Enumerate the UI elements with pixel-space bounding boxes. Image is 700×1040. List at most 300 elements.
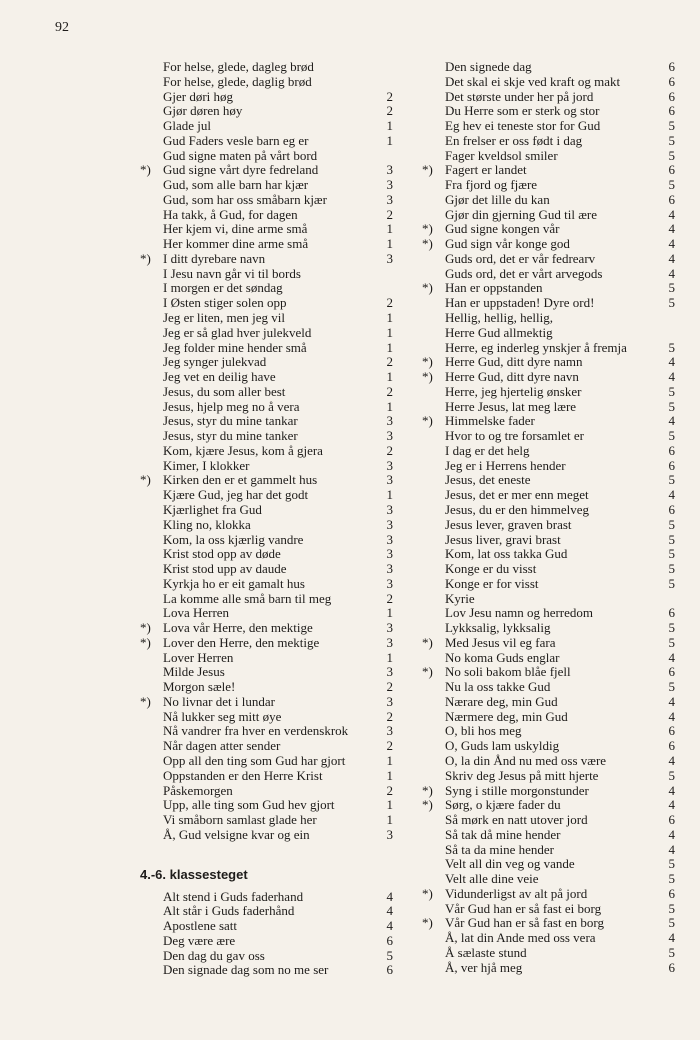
- index-entry: [422, 163, 680, 178]
- index-entry: [140, 281, 398, 296]
- index-entry: [422, 828, 680, 843]
- index-entry: [422, 946, 680, 961]
- grade-number: 3: [386, 620, 393, 636]
- grade-number: 6: [386, 962, 393, 978]
- song-title: Jesus lever, graven brast: [445, 516, 572, 532]
- grade-number: 4: [668, 649, 675, 665]
- grade-number: 6: [668, 73, 675, 89]
- song-title: Upp, alle ting som Gud hev gjort: [163, 797, 335, 813]
- index-entry: [422, 75, 680, 90]
- song-title: Syng i stille morgonstunder: [445, 782, 589, 798]
- grade-number: 6: [668, 442, 675, 458]
- grade-number: 5: [668, 383, 675, 399]
- song-title: Milde Jesus: [163, 664, 225, 680]
- footnote-asterisk: *): [140, 162, 151, 178]
- grade-number: 3: [386, 162, 393, 178]
- song-title: Jesus, styr du mine tankar: [163, 413, 298, 429]
- grade-number: 3: [386, 191, 393, 207]
- index-entry: [140, 90, 398, 105]
- song-title: Lov Jesu namn og herredom: [445, 605, 594, 621]
- index-entry: [422, 592, 680, 607]
- grade-number: 4: [668, 206, 675, 222]
- index-entry: [140, 119, 398, 134]
- song-title: Hellig, hellig, hellig,: [445, 310, 553, 326]
- index-entry: [140, 680, 398, 695]
- index-entry: [422, 488, 680, 503]
- grade-number: 5: [668, 132, 675, 148]
- grade-number: 2: [386, 708, 393, 724]
- index-entry: [422, 355, 680, 370]
- footnote-asterisk: *): [140, 472, 151, 488]
- song-title: Jeg er så glad hver julekveld: [163, 324, 312, 340]
- index-entry: [422, 444, 680, 459]
- song-title: Himmelske fader: [445, 413, 535, 429]
- song-title: Gjør det lille du kan: [445, 191, 550, 207]
- grade-number: 4: [668, 826, 675, 842]
- grade-number: 2: [386, 590, 393, 606]
- index-entry: [422, 222, 680, 237]
- song-title: No livnar det i lundar: [163, 693, 275, 709]
- song-title: Lover den Herre, den mektige: [163, 634, 320, 650]
- song-title: Å sælaste stund: [445, 944, 527, 960]
- grade-number: 4: [668, 782, 675, 798]
- grade-number: 2: [386, 442, 393, 458]
- grade-number: 4: [668, 752, 675, 768]
- grade-number: 4: [668, 250, 675, 266]
- grade-number: 6: [668, 501, 675, 517]
- song-title: For helse, glede, dagleg brød: [163, 59, 314, 74]
- index-entry: [140, 636, 398, 651]
- song-title: Så mørk en natt utover jord: [445, 812, 588, 828]
- song-title: Hvor to og tre forsamlet er: [445, 428, 584, 444]
- index-entry: [140, 473, 398, 488]
- grade-number: 6: [668, 191, 675, 207]
- grade-number: 5: [668, 118, 675, 134]
- index-entry: [422, 710, 680, 725]
- index-entry: [140, 890, 398, 905]
- song-title: Jesus, styr du mine tanker: [163, 428, 298, 444]
- song-title: Han er oppstanden: [445, 280, 543, 296]
- index-entry: [422, 281, 680, 296]
- grade-number: 1: [386, 752, 393, 768]
- grade-number: 4: [668, 413, 675, 429]
- index-entry: [140, 919, 398, 934]
- index-entry: [140, 695, 398, 710]
- index-entry: [140, 828, 398, 843]
- grade-number: 6: [668, 457, 675, 473]
- index-entry: [422, 665, 680, 680]
- index-entry: [422, 961, 680, 976]
- song-title: Så tak då mine hender: [445, 826, 561, 842]
- song-title: Herre Jesus, lat meg lære: [445, 398, 577, 414]
- index-entry: [422, 843, 680, 858]
- index-entry: [422, 267, 680, 282]
- song-title: Nærare deg, min Gud: [445, 693, 558, 709]
- grade-number: 5: [668, 915, 675, 931]
- song-title: Kling no, klokka: [163, 516, 251, 532]
- index-entry: [422, 385, 680, 400]
- footnote-asterisk: *): [422, 797, 433, 813]
- grade-number: 1: [386, 236, 393, 252]
- index-entry: [422, 178, 680, 193]
- song-title: En frelser er oss født i dag: [445, 132, 583, 148]
- index-entry: [422, 414, 680, 429]
- grade-number: 2: [386, 206, 393, 222]
- index-entry: [422, 518, 680, 533]
- grade-number: 6: [668, 812, 675, 828]
- grade-number: 2: [386, 354, 393, 370]
- footnote-asterisk: *): [140, 250, 151, 266]
- song-title: Jesus, det eneste: [445, 472, 531, 488]
- grade-number: 5: [668, 561, 675, 577]
- right-column: [422, 60, 680, 975]
- grade-number: 1: [386, 369, 393, 385]
- song-title: Å, Gud velsigne kvar og ein: [163, 826, 310, 842]
- song-title: O, Guds lam uskyldig: [445, 738, 560, 754]
- grade-number: 3: [386, 250, 393, 266]
- index-entry: [422, 739, 680, 754]
- grade-number: 5: [668, 856, 675, 872]
- song-title: Velt alle dine veie: [445, 871, 539, 887]
- grade-number: 4: [668, 354, 675, 370]
- index-entry: [422, 916, 680, 931]
- grade-number: 1: [386, 797, 393, 813]
- grade-number: 5: [668, 679, 675, 695]
- index-entry: [140, 75, 398, 90]
- grade-number: 6: [668, 605, 675, 621]
- index-entry: [140, 60, 398, 75]
- song-title: Lykksalig, lykksalig: [445, 620, 551, 636]
- song-title: Alt stend i Guds faderhand: [163, 888, 304, 904]
- grade-number: 3: [386, 693, 393, 709]
- grade-number: 3: [386, 664, 393, 680]
- index-entry: [422, 724, 680, 739]
- grade-number: 6: [386, 932, 393, 948]
- song-title: Ha takk, å Gud, for dagen: [163, 206, 298, 222]
- grade-number: 2: [386, 782, 393, 798]
- song-title: Jeg er i Herrens hender: [445, 457, 566, 473]
- song-title: Sørg, o kjære fader du: [445, 797, 561, 813]
- index-entry: [422, 341, 680, 356]
- index-entry: [140, 134, 398, 149]
- index-entry: [140, 370, 398, 385]
- song-title: Jeg folder mine hender små: [163, 339, 307, 355]
- grade-number: 4: [668, 841, 675, 857]
- index-entry: [422, 547, 680, 562]
- song-title: Herre Gud, ditt dyre namn: [445, 354, 583, 370]
- left-column: [140, 60, 398, 978]
- index-entry: [422, 577, 680, 592]
- grade-number: 1: [386, 649, 393, 665]
- song-title: Vi småborn samlast glade her: [163, 812, 317, 828]
- song-title: Gjer døri høg: [163, 88, 234, 104]
- grade-number: 4: [668, 797, 675, 813]
- grade-number: 3: [386, 428, 393, 444]
- grade-number: 1: [386, 605, 393, 621]
- index-entry: [140, 518, 398, 533]
- index-entry: [422, 296, 680, 311]
- song-title: Lover Herren: [163, 649, 234, 665]
- index-entry: [140, 341, 398, 356]
- song-title: Vidunderligst av alt på jord: [445, 885, 588, 901]
- song-title: Kimer, I klokker: [163, 457, 250, 473]
- song-title: Gud Faders vesle barn eg er: [163, 132, 309, 148]
- song-title: I morgen er det søndag: [163, 280, 283, 296]
- index-entry: [140, 237, 398, 252]
- song-title: Når dagen atter sender: [163, 738, 281, 754]
- index-entry: [422, 651, 680, 666]
- grade-number: 4: [386, 888, 393, 904]
- index-entry: [140, 222, 398, 237]
- song-title: Krist stod opp av døde: [163, 546, 281, 562]
- grade-number: 1: [386, 398, 393, 414]
- grade-number: 6: [668, 723, 675, 739]
- index-entry: [422, 473, 680, 488]
- index-entry: [140, 311, 398, 326]
- grade-number: 5: [668, 339, 675, 355]
- song-title: Så ta da mine hender: [445, 841, 555, 857]
- grade-number: 5: [668, 147, 675, 163]
- index-entry: [140, 163, 398, 178]
- song-title: Den dag du gav oss: [163, 947, 265, 963]
- index-entry: [140, 934, 398, 949]
- grade-number: 3: [386, 177, 393, 193]
- song-title: Jesus liver, gravi brast: [445, 531, 561, 547]
- footnote-asterisk: *): [422, 369, 433, 385]
- footnote-asterisk: *): [422, 236, 433, 252]
- song-title: Her kommer dine arme små: [163, 236, 309, 252]
- index-entry: [140, 784, 398, 799]
- footnote-asterisk: *): [422, 915, 433, 931]
- index-entry: [422, 769, 680, 784]
- grade-number: 2: [386, 679, 393, 695]
- index-entry: [422, 813, 680, 828]
- song-title: Kirken den er et gammelt hus: [163, 472, 318, 488]
- song-list-grades-4-6: [140, 890, 398, 979]
- song-title: Glade jul: [163, 118, 212, 134]
- grade-number: 4: [386, 918, 393, 934]
- index-entry: [140, 444, 398, 459]
- index-entry: [140, 547, 398, 562]
- footnote-asterisk: *): [422, 664, 433, 680]
- index-entry: [422, 636, 680, 651]
- grade-number: 2: [386, 383, 393, 399]
- index-entry: [140, 267, 398, 282]
- grade-number: 6: [668, 88, 675, 104]
- song-title: Guds ord, det er vår fedrearv: [445, 250, 596, 266]
- index-entry: [422, 104, 680, 119]
- index-entry: [140, 355, 398, 370]
- index-entry: [140, 459, 398, 474]
- song-title: I Østen stiger solen opp: [163, 295, 287, 311]
- page-number: 92: [55, 20, 69, 35]
- song-title: Gjør døren høy: [163, 103, 243, 119]
- song-title: Jeg vet en deilig have: [163, 369, 276, 385]
- grade-number: 3: [386, 472, 393, 488]
- index-entry: [422, 562, 680, 577]
- index-entry: [140, 149, 398, 164]
- grade-number: 4: [668, 369, 675, 385]
- index-entry: [140, 739, 398, 754]
- song-title: Guds ord, det er vårt arvegods: [445, 265, 603, 281]
- song-title: Nu la oss takke Gud: [445, 679, 551, 695]
- song-title: Fagert er landet: [445, 162, 527, 178]
- song-title: For helse, glede, daglig brød: [163, 73, 312, 89]
- song-title: Herre, eg inderleg ynskjer å fremja: [445, 339, 627, 355]
- song-title: Kyrkja ho er eit gamalt hus: [163, 575, 305, 591]
- grade-number: 3: [386, 531, 393, 547]
- footnote-asterisk: *): [422, 634, 433, 650]
- song-title: Jesus, du er den himmelveg: [445, 501, 590, 517]
- index-entry: [140, 326, 398, 341]
- song-title: Lova vår Herre, den mektige: [163, 620, 313, 636]
- index-entry: [140, 208, 398, 223]
- song-title: O, bli hos meg: [445, 723, 522, 739]
- song-title: Den signade dag som no me ser: [163, 962, 329, 978]
- song-title: Krist stod upp av daude: [163, 561, 287, 577]
- grade-number: 4: [668, 221, 675, 237]
- grade-number: 6: [668, 738, 675, 754]
- song-title: Gud signe vårt dyre fedreland: [163, 162, 319, 178]
- index-entry: [140, 193, 398, 208]
- grade-number: 5: [668, 428, 675, 444]
- index-entry: [422, 798, 680, 813]
- index-entry: [422, 370, 680, 385]
- index-entry: [140, 488, 398, 503]
- grade-number: 5: [386, 947, 393, 963]
- index-entry: [140, 621, 398, 636]
- index-entry: [422, 503, 680, 518]
- song-title: Vår Gud han er så fast ei borg: [445, 900, 602, 916]
- song-title: Med Jesus vil eg fara: [445, 634, 556, 650]
- song-title: Du Herre som er sterk og stor: [445, 103, 600, 119]
- song-title: Gud sign vår konge god: [445, 236, 570, 252]
- grade-number: 3: [386, 826, 393, 842]
- song-title: Jeg synger julekvad: [163, 354, 267, 370]
- index-entry: [140, 592, 398, 607]
- grade-number: 1: [386, 812, 393, 828]
- index-entry: [422, 887, 680, 902]
- grade-number: 3: [386, 575, 393, 591]
- song-list-continued: [422, 60, 680, 975]
- song-title: Velt all din veg og vande: [445, 856, 575, 872]
- song-title: Konge er du visst: [445, 561, 537, 577]
- grade-number: 5: [668, 620, 675, 636]
- song-title: Morgon sæle!: [163, 679, 236, 695]
- index-entry: [140, 665, 398, 680]
- song-title: Den signede dag: [445, 59, 532, 74]
- grade-number: 1: [386, 132, 393, 148]
- index-entry: [422, 326, 680, 341]
- song-title: Deg være ære: [163, 932, 236, 948]
- grade-number: 6: [668, 59, 675, 74]
- grade-number: 4: [668, 487, 675, 503]
- index-entry: [140, 414, 398, 429]
- grade-number: 1: [386, 324, 393, 340]
- grade-number: 6: [668, 664, 675, 680]
- song-title: Konge er for visst: [445, 575, 539, 591]
- song-title: No koma Guds englar: [445, 649, 560, 665]
- grade-number: 1: [386, 221, 393, 237]
- grade-number: 5: [668, 177, 675, 193]
- song-title: Oppstanden er den Herre Krist: [163, 767, 323, 783]
- grade-number: 3: [386, 634, 393, 650]
- grade-number: 5: [668, 295, 675, 311]
- grade-number: 3: [386, 516, 393, 532]
- song-title: Kyrie: [445, 590, 475, 606]
- index-entry: [422, 429, 680, 444]
- grade-number: 1: [386, 310, 393, 326]
- song-title: La komme alle små barn til meg: [163, 590, 332, 606]
- song-title: Kom, kjære Jesus, kom å gjera: [163, 442, 323, 458]
- song-title: Vår Gud han er så fast en borg: [445, 915, 604, 931]
- grade-number: 5: [668, 472, 675, 488]
- grade-number: 6: [668, 959, 675, 975]
- grade-number: 4: [668, 708, 675, 724]
- grade-number: 4: [668, 693, 675, 709]
- song-title: Jeg er liten, men jeg vil: [163, 310, 286, 326]
- index-entry: [140, 651, 398, 666]
- song-title: Jesus, hjelp meg no å vera: [163, 398, 300, 414]
- song-title: I ditt dyrebare navn: [163, 250, 266, 266]
- song-title: Opp all den ting som Gud har gjort: [163, 752, 346, 768]
- grade-number: 5: [668, 398, 675, 414]
- index-entry: [140, 606, 398, 621]
- song-title: Skriv deg Jesus på mitt hjerte: [445, 767, 599, 783]
- index-entry: [422, 872, 680, 887]
- index-entry: [422, 533, 680, 548]
- index-entry: [140, 296, 398, 311]
- index-entry: [422, 134, 680, 149]
- song-title: Herre Gud allmektig: [445, 324, 553, 340]
- song-title: O, la din Ånd nu med oss være: [445, 752, 607, 768]
- footnote-asterisk: *): [140, 693, 151, 709]
- grade-number: 3: [386, 501, 393, 517]
- grade-number: 4: [386, 903, 393, 919]
- song-title: Herre, jeg hjertelig ønsker: [445, 383, 582, 399]
- grade-number: 3: [386, 561, 393, 577]
- song-title: Jesus, du som aller best: [163, 383, 286, 399]
- song-title: Fager kveldsol smiler: [445, 147, 558, 163]
- index-entry: [422, 931, 680, 946]
- footnote-asterisk: *): [140, 634, 151, 650]
- grade-number: 4: [668, 265, 675, 281]
- index-entry: [140, 769, 398, 784]
- grade-number: 5: [668, 531, 675, 547]
- song-title: Fra fjord og fjære: [445, 177, 538, 193]
- index-entry: [140, 252, 398, 267]
- grade-number: 5: [668, 871, 675, 887]
- song-title: Jesus, det er mer enn meget: [445, 487, 589, 503]
- index-entry: [422, 60, 680, 75]
- song-title: Gud, som har oss småbarn kjær: [163, 191, 327, 207]
- song-title: Apostlene satt: [163, 918, 238, 934]
- index-entry: [140, 710, 398, 725]
- grade-number: 5: [668, 767, 675, 783]
- song-title: Gud signe maten på vårt bord: [163, 147, 318, 163]
- footnote-asterisk: *): [422, 162, 433, 178]
- song-title: I Jesu navn går vi til bords: [163, 265, 301, 281]
- song-title: Gud signe kongen vår: [445, 221, 560, 237]
- grade-number: 2: [386, 88, 393, 104]
- index-entry: [140, 949, 398, 964]
- footnote-asterisk: *): [422, 885, 433, 901]
- index-entry: [140, 724, 398, 739]
- index-entry: [140, 533, 398, 548]
- song-title: Kom, la oss kjærlig vandre: [163, 531, 304, 547]
- grade-number: 3: [386, 413, 393, 429]
- grade-number: 5: [668, 900, 675, 916]
